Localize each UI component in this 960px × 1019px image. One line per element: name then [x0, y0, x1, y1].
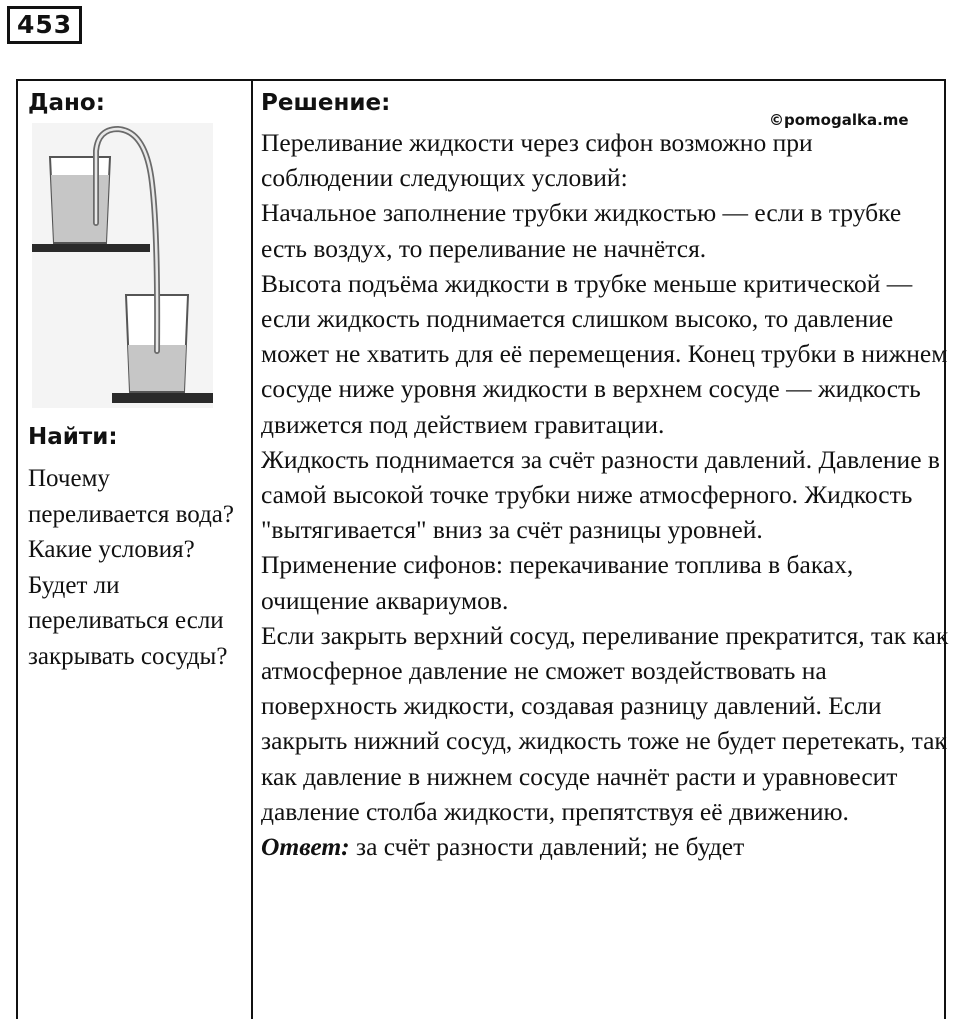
answer-label: Ответ:	[261, 832, 350, 862]
find-title: Найти:	[28, 424, 118, 450]
solution-paragraph: Переливание жидкости через сифон возможно при соблюдении следующих условий:	[261, 128, 813, 193]
find-question: Почему переливается вода? Какие условия? Будет ли переливаться если закрывать сосуды?	[28, 465, 234, 670]
solution-paragraph: Жидкость поднимается за счёт разности давлений. Давление в самой высокой точке трубки ниже атмосферного. Жидкость "вытягивается" вниз за счёт разницы уровней.	[261, 444, 940, 545]
problem-number: 453	[7, 6, 82, 44]
problem-table	[16, 79, 949, 1019]
lower-shelf	[112, 393, 213, 403]
answer-line	[261, 829, 951, 864]
watermark: ©pomogalka.me	[769, 111, 909, 129]
upper-water	[51, 175, 109, 242]
solution-paragraph: Если закрыть верхний сосуд, переливание прекратится, так как атмосферное давление не сможет воздействовать на поверхность жидкости, создавая разницу давлений. Если закрыть нижний сосуд, жидкость тоже не будет перетекать, так как давление в нижнем сосуде начнёт расти и уравновесит давление столба жидкости, препятствуя её движению.	[261, 620, 949, 826]
solution-body	[261, 125, 951, 864]
answer-text: за счёт разности давлений; не будет	[349, 832, 745, 862]
solution-paragraph: Начальное заполнение трубки жидкостью — если в трубке есть воздух, то переливание не начнётся.	[261, 198, 902, 263]
solution-title: Решение:	[261, 90, 391, 116]
upper-shelf	[32, 244, 150, 252]
column-divider	[251, 81, 253, 1019]
siphon-illustration	[28, 123, 213, 408]
solution-paragraph: Высота подъёма жидкости в трубке меньше критической — если жидкость поднимается слишком высоко, то давление может не хватить для её перемещения. Конец трубки в нижнем сосуде ниже уровня жидкости в верхнем сосуде — жидкость движется под действием гравитации.	[261, 268, 948, 439]
solution-paragraph: Применение сифонов: перекачивание топлива в баках, очищение аквариумов.	[261, 550, 854, 615]
given-title: Дано:	[28, 90, 105, 116]
